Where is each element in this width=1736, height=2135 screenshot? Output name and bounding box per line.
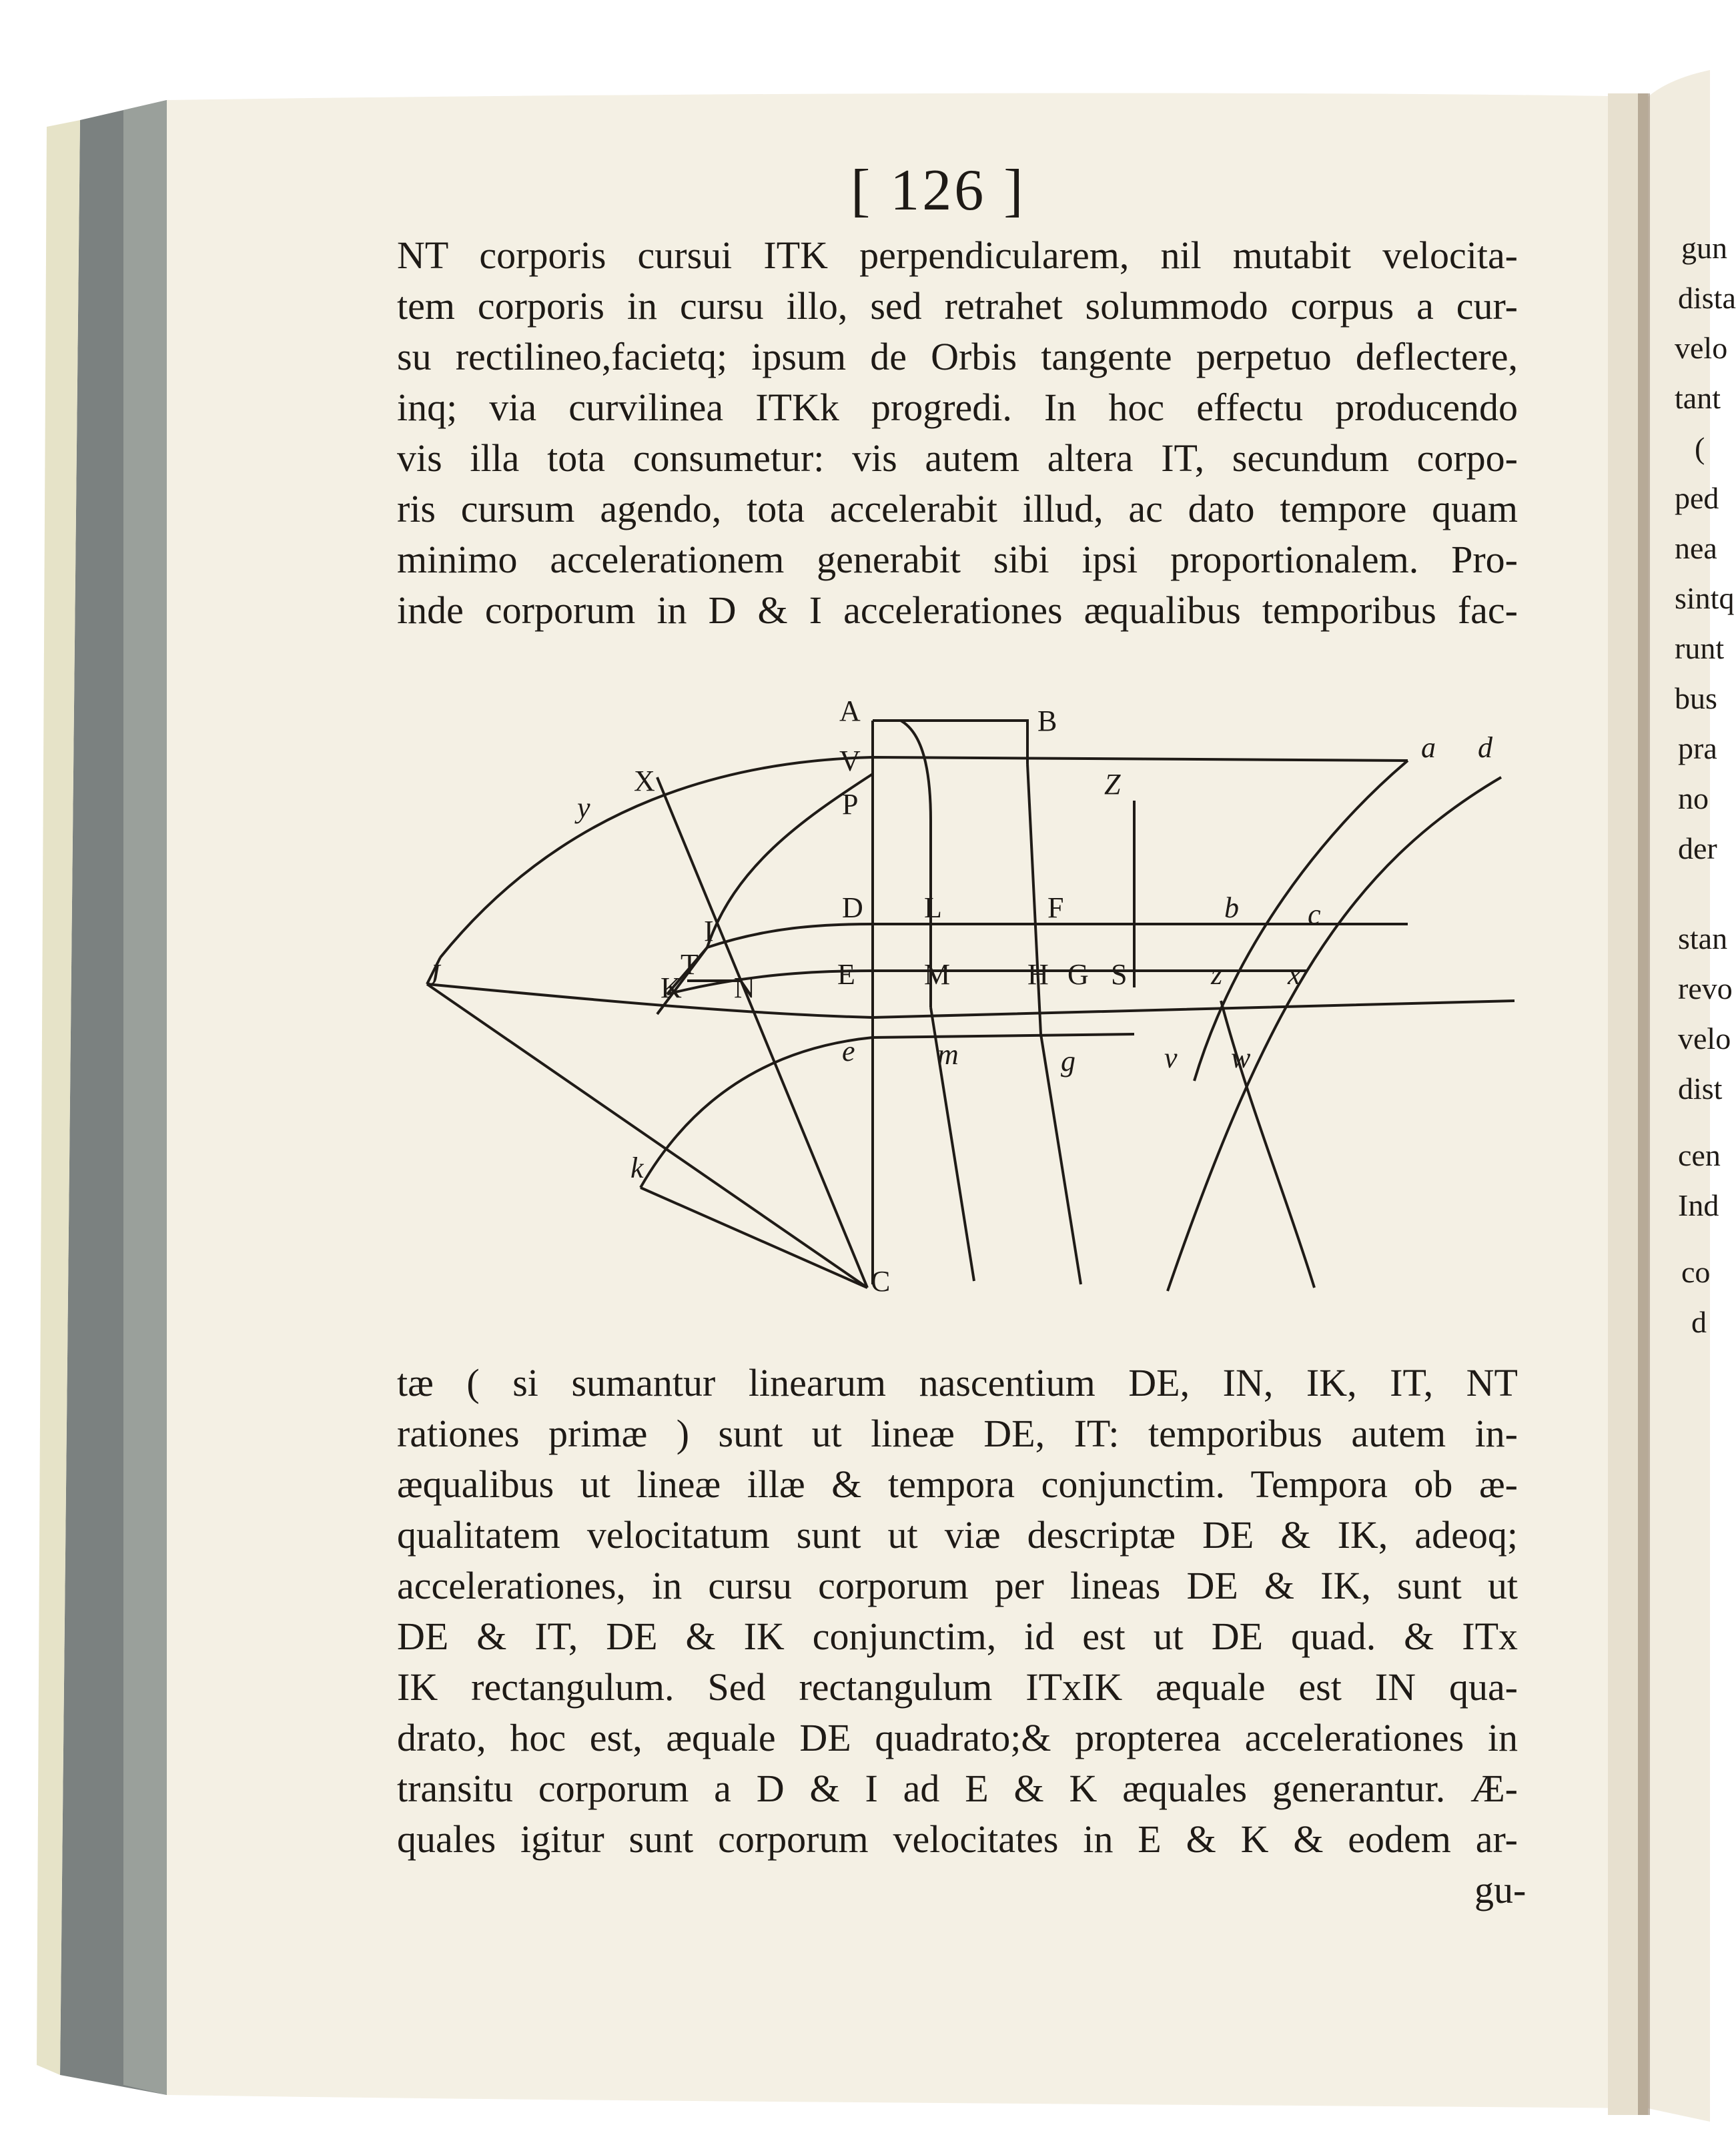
margin-word: velo bbox=[1675, 331, 1728, 365]
label-a-upper: A bbox=[839, 695, 861, 727]
text-line: NT corporis cursui ITK perpendicularem, nil mutabit velocita- bbox=[397, 234, 1518, 277]
label-l: L bbox=[924, 891, 942, 924]
book-edge-shadow bbox=[123, 100, 167, 2095]
page-right bbox=[1648, 70, 1710, 2122]
label-j: J bbox=[427, 958, 440, 991]
label-z-lower: z bbox=[1211, 958, 1223, 991]
page-left bbox=[167, 93, 1648, 2108]
label-t: T bbox=[681, 948, 699, 981]
label-e-upper: E bbox=[837, 958, 855, 991]
label-s: S bbox=[1111, 958, 1128, 991]
margin-word: cen bbox=[1678, 1138, 1721, 1172]
label-c-lower: c bbox=[1308, 898, 1321, 931]
label-e-lower: e bbox=[842, 1035, 855, 1068]
label-p: P bbox=[842, 788, 859, 821]
text-line: quales igitur sunt corporum velocitates in E & K & eodem ar- bbox=[397, 1817, 1518, 1861]
label-i: I bbox=[704, 915, 714, 947]
text-line: tem corporis in cursu illo, sed retrahet solummodo corpus a cur- bbox=[397, 284, 1518, 328]
label-d-upper: D bbox=[842, 891, 863, 924]
label-c-upper: C bbox=[871, 1265, 891, 1298]
margin-word: co bbox=[1681, 1255, 1711, 1289]
label-d-lower: d bbox=[1478, 731, 1492, 764]
margin-word: no bbox=[1678, 781, 1709, 815]
text-line: rationes primæ ) sunt ut lineæ DE, IT: temporibus autem in- bbox=[397, 1412, 1518, 1455]
label-h: H bbox=[1027, 958, 1049, 991]
text-line: minimo accelerationem generabit sibi ipsi proportionalem. Pro- bbox=[397, 538, 1518, 581]
text-line: gu- bbox=[1474, 1868, 1527, 1911]
text-line: accelerationes, in cursu corporum per lineas DE & IK, sunt ut bbox=[397, 1564, 1518, 1607]
label-g-lower: g bbox=[1061, 1045, 1075, 1078]
margin-word: ped bbox=[1675, 481, 1719, 515]
text-line: inde corporum in D & I accelerationes æqualibus temporibus fac- bbox=[397, 588, 1518, 632]
margin-word: stan bbox=[1678, 921, 1728, 955]
margin-word: revo bbox=[1678, 971, 1733, 1005]
page-number: [ 126 ] bbox=[851, 158, 1026, 223]
label-m-lower: m bbox=[937, 1038, 959, 1071]
text-line: drato, hoc est, æquale DE quadrato;& propterea accelerationes in bbox=[397, 1716, 1518, 1759]
label-x-upper: X bbox=[634, 765, 655, 797]
margin-word: ( bbox=[1695, 431, 1705, 465]
label-x-lower: x bbox=[1288, 958, 1301, 991]
margin-word: Ind bbox=[1678, 1188, 1719, 1222]
label-b-lower: b bbox=[1224, 891, 1239, 924]
text-line: ris cursum agendo, tota accelerabit illud, ac dato tempore quam bbox=[397, 487, 1518, 530]
label-k-upper: K bbox=[661, 971, 682, 1004]
text-line: tæ ( si sumantur linearum nascentium DE, IN, IK, IT, NT bbox=[397, 1361, 1518, 1404]
margin-word: dista bbox=[1678, 281, 1736, 315]
text-line: qualitatem velocitatum sunt ut viæ descriptæ DE & IK, adeoq; bbox=[397, 1513, 1518, 1557]
label-a-lower: a bbox=[1421, 731, 1436, 764]
label-w: w bbox=[1231, 1041, 1251, 1074]
label-z-upper: Z bbox=[1104, 768, 1121, 801]
margin-word: tant bbox=[1675, 381, 1721, 415]
margin-word: nea bbox=[1675, 531, 1717, 565]
label-k-lower: k bbox=[630, 1152, 644, 1184]
margin-word: gun bbox=[1681, 231, 1727, 265]
margin-word: velo bbox=[1678, 1021, 1731, 1055]
text-line: DE & IT, DE & IK conjunctim, id est ut DE quad. & ITx bbox=[397, 1615, 1518, 1658]
label-y: y bbox=[577, 791, 590, 824]
label-g-upper: G bbox=[1067, 958, 1089, 991]
margin-word: der bbox=[1678, 831, 1717, 865]
label-n: N bbox=[734, 971, 755, 1004]
margin-word: pra bbox=[1678, 731, 1717, 765]
label-v: V bbox=[839, 745, 861, 777]
spine-line bbox=[1638, 93, 1650, 2115]
margin-word: bus bbox=[1675, 681, 1717, 715]
text-line: IK rectangulum. Sed rectangulum ITxIK æquale est IN qua- bbox=[397, 1665, 1518, 1709]
label-v-lower: v bbox=[1164, 1041, 1178, 1074]
text-line: su rectilineo,facietq; ipsum de Orbis tangente perpetuo deflectere, bbox=[397, 335, 1518, 378]
text-line: transitu corporum a D & I ad E & K æquales generantur. Æ- bbox=[397, 1767, 1518, 1810]
label-m-upper: M bbox=[924, 958, 951, 991]
text-line: vis illa tota consumetur: vis autem altera IT, secundum corpo- bbox=[397, 436, 1518, 480]
text-line: inq; via curvilinea ITKk progredi. In hoc effectu producendo bbox=[397, 386, 1518, 429]
margin-word: runt bbox=[1675, 631, 1725, 665]
margin-word: sintq bbox=[1675, 581, 1735, 615]
margin-word: dist bbox=[1678, 1072, 1723, 1106]
label-f: F bbox=[1047, 891, 1064, 924]
label-b: B bbox=[1037, 705, 1057, 737]
text-line: æqualibus ut lineæ illæ & tempora conjunctim. Tempora ob æ- bbox=[397, 1462, 1518, 1506]
margin-word: d bbox=[1691, 1305, 1707, 1339]
